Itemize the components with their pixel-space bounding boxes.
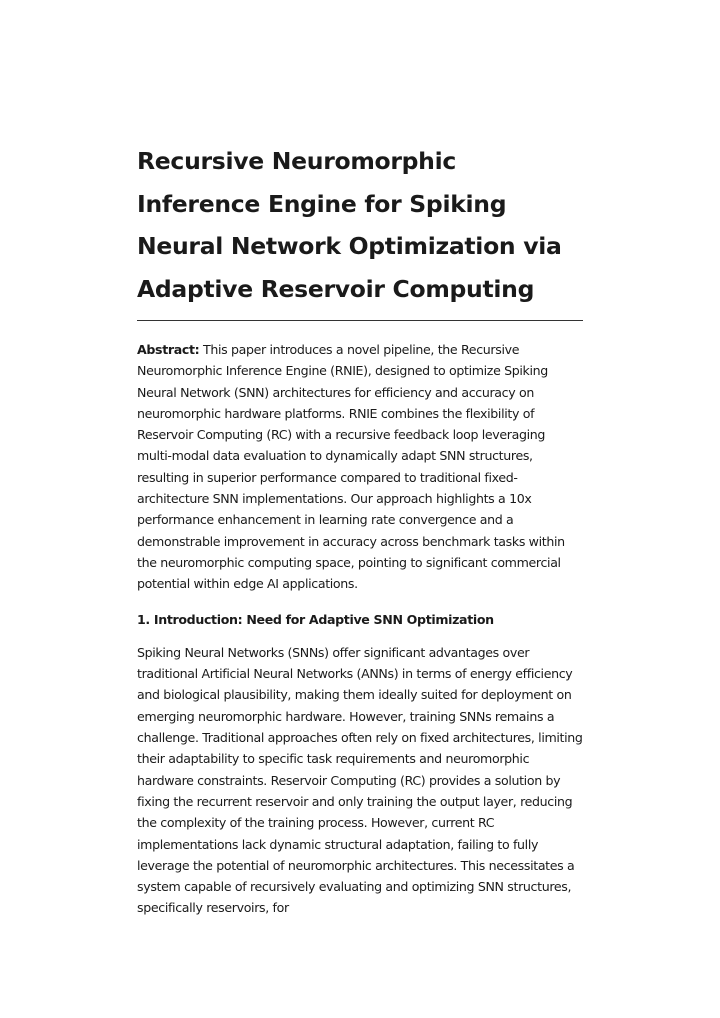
section-heading-introduction: 1. Introduction: Need for Adaptive SNN Optimization (137, 611, 494, 627)
abstract-text: This paper introduces a novel pipeline, the Recursive Neuromorphic Inference Engine (RNIE), designed to optimize Spiking Neural Network (SNN) architectures for efficiency and accuracy on neuromorphic hardware platforms. RNIE combines the flexibility of Reservoir Computing (RC) with a recursive feedback loop leveraging multi-modal data evaluation to dynamically adapt SNN structures, resulting in superior performance compared to traditional fixed-architecture SNN implementations. Our approach highlights a 10x performance enhancement in learning rate convergence and a demonstrable improvement in accuracy across benchmark tasks within the neuromorphic computing space, pointing to significant commercial potential within edge AI applications. (137, 342, 565, 592)
abstract-label: Abstract: (137, 342, 200, 357)
section-body-introduction: Spiking Neural Networks (SNNs) offer significant advantages over traditional Artificial Neural Networks (ANNs) in terms of energy efficiency and biological plausibility, making them ideally suited for deployment on emerging neuromorphic hardware. However, training SNNs remains a challenge. Traditional approaches often rely on fixed architectures, limiting their adaptability to specific task requirements and neuromorphic hardware constraints. Reservoir Computing (RC) provides a solution by fixing the recurrent reservoir and only training the output layer, reducing the complexity of the training process. However, current RC implementations lack dynamic structural adaptation, failing to fully leverage the potential of neuromorphic architectures. This necessitates a system capable of recursively evaluating and optimizing SNN structures, specifically reservoirs, for (137, 644, 583, 916)
paper-page (137, 140, 583, 919)
title-divider (137, 320, 583, 321)
paper-title: Recursive Neuromorphic Inference Engine for Spiking Neural Network Optimization via Adaptive Reservoir Computing (137, 147, 562, 303)
abstract-paragraph (137, 339, 583, 595)
